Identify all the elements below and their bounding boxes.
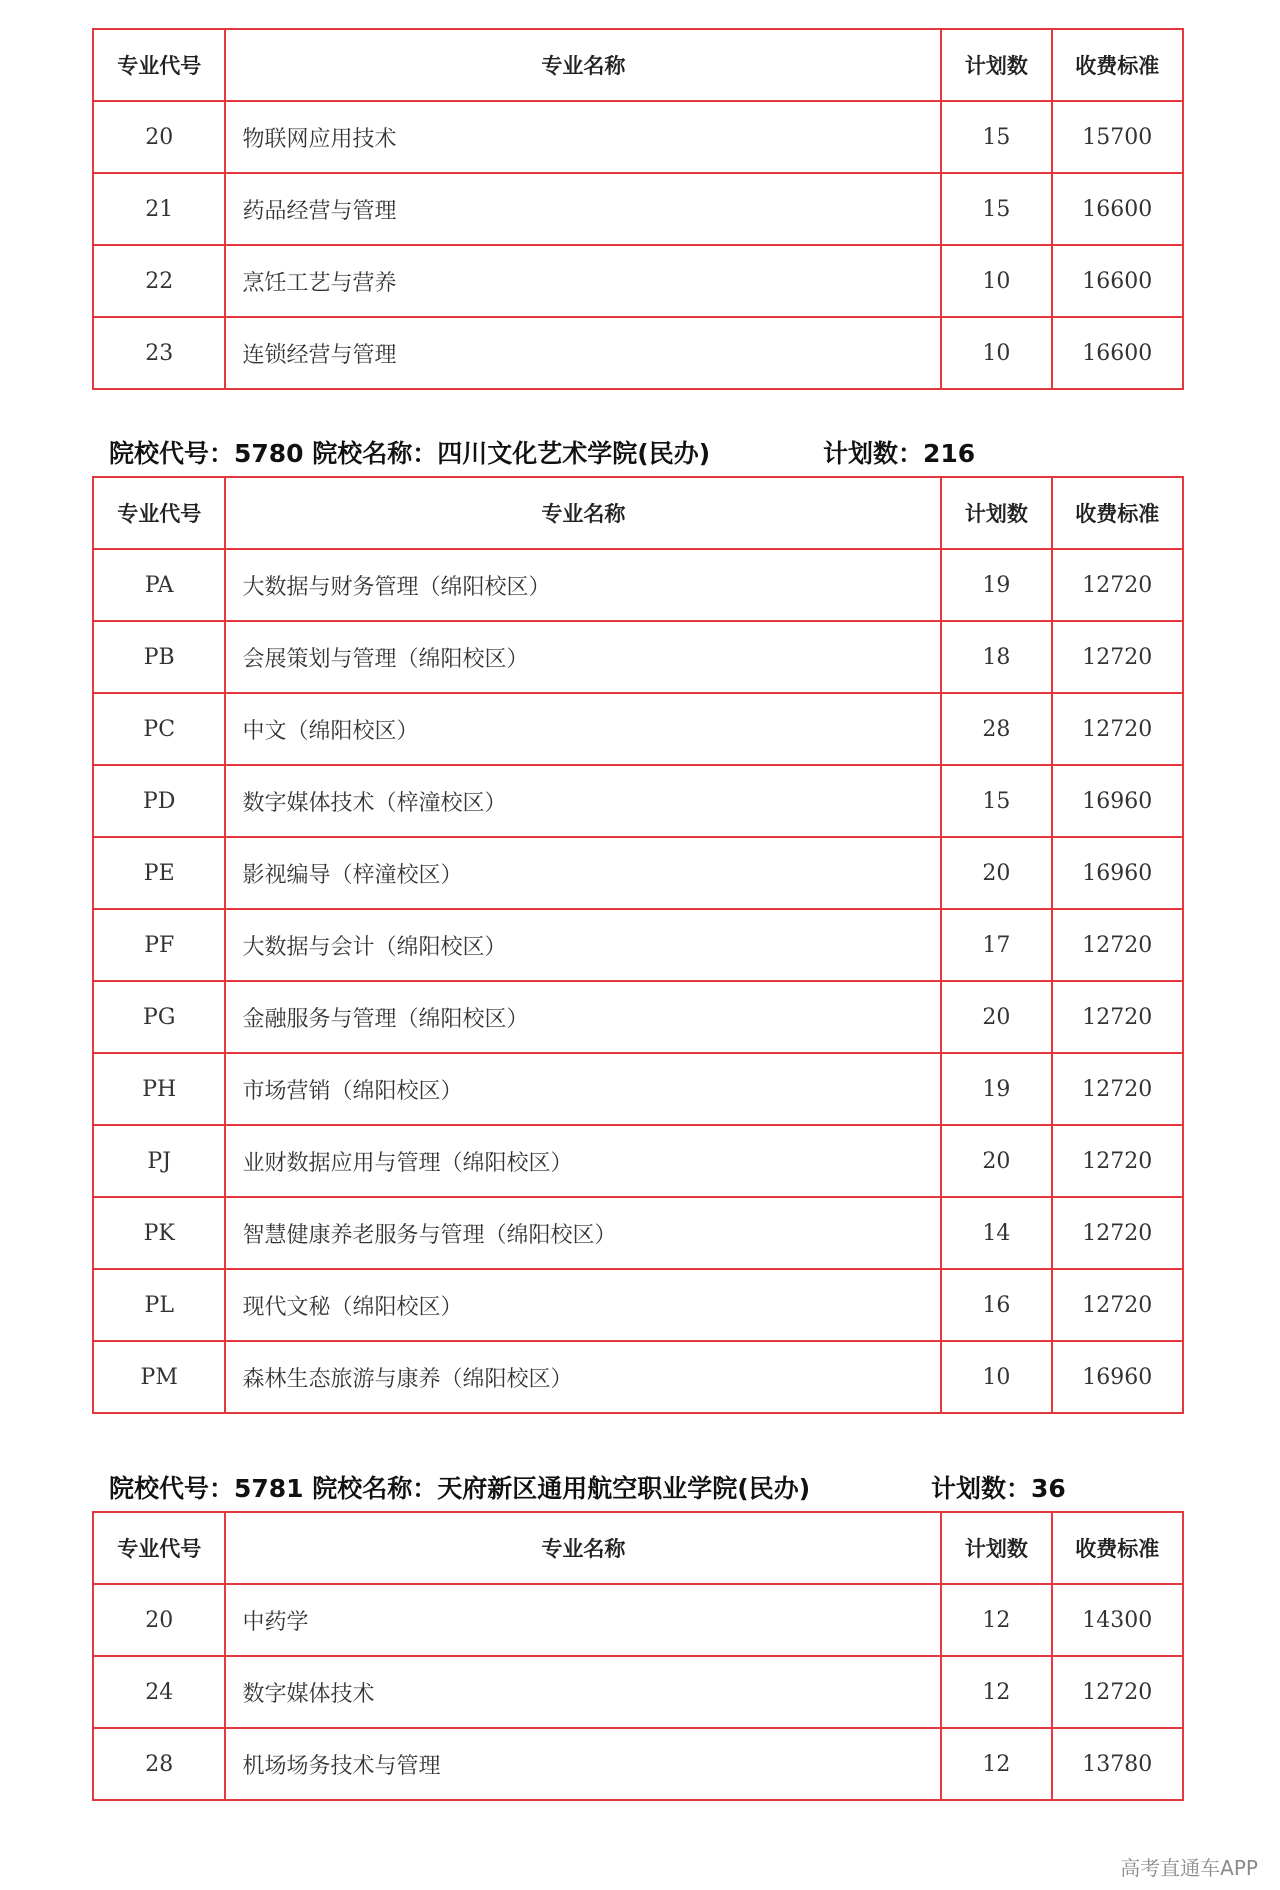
fee-cell: 12720 <box>1052 1269 1183 1341</box>
plan-count-cell: 12 <box>941 1656 1051 1728</box>
header-code: 专业代号 <box>93 1512 225 1584</box>
fee-cell: 16960 <box>1052 1341 1183 1413</box>
fee-cell: 12720 <box>1052 693 1183 765</box>
header-code: 专业代号 <box>93 29 225 101</box>
table-row <box>93 693 1183 765</box>
major-name-cell: 药品经营与管理 <box>225 173 941 245</box>
header-name: 专业名称 <box>225 477 941 549</box>
plan-count-cell: 19 <box>941 1053 1051 1125</box>
table-row <box>93 1656 1183 1728</box>
major-name-cell: 市场营销（绵阳校区） <box>225 1053 941 1125</box>
table-row <box>93 1125 1183 1197</box>
fee-cell: 13780 <box>1052 1728 1183 1800</box>
plan-count-cell: 20 <box>941 1125 1051 1197</box>
major-code-cell: 22 <box>93 245 225 317</box>
major-code-cell: 23 <box>93 317 225 389</box>
fee-cell: 12720 <box>1052 1197 1183 1269</box>
major-name-cell: 大数据与会计（绵阳校区） <box>225 909 941 981</box>
table-row <box>93 1341 1183 1413</box>
major-name-cell: 数字媒体技术 <box>225 1656 941 1728</box>
table-header-row <box>93 477 1183 549</box>
plan-count-cell: 28 <box>941 693 1051 765</box>
fee-cell: 14300 <box>1052 1584 1183 1656</box>
plan-count-cell: 16 <box>941 1269 1051 1341</box>
major-name-cell: 中药学 <box>225 1584 941 1656</box>
major-table-5781 <box>92 1511 1184 1801</box>
table-row <box>93 1584 1183 1656</box>
school-5781-plan-total: 计划数：36 <box>931 1474 1066 1503</box>
fee-cell: 16960 <box>1052 765 1183 837</box>
major-code-cell: PL <box>93 1269 225 1341</box>
plan-count-cell: 12 <box>941 1728 1051 1800</box>
major-code-cell: PM <box>93 1341 225 1413</box>
major-name-cell: 数字媒体技术（梓潼校区） <box>225 765 941 837</box>
plan-count-cell: 20 <box>941 981 1051 1053</box>
plan-count-cell: 19 <box>941 549 1051 621</box>
major-code-cell: 28 <box>93 1728 225 1800</box>
fee-cell: 15700 <box>1052 101 1183 173</box>
header-fee: 收费标准 <box>1052 29 1183 101</box>
plan-count-cell: 10 <box>941 1341 1051 1413</box>
major-code-cell: PD <box>93 765 225 837</box>
table-row <box>93 1728 1183 1800</box>
table-header-row <box>93 29 1183 101</box>
fee-cell: 12720 <box>1052 1125 1183 1197</box>
major-name-cell: 智慧健康养老服务与管理（绵阳校区） <box>225 1197 941 1269</box>
table-row <box>93 621 1183 693</box>
plan-count-cell: 15 <box>941 765 1051 837</box>
plan-count-cell: 14 <box>941 1197 1051 1269</box>
major-table-5780 <box>92 476 1184 1414</box>
major-code-cell: PB <box>93 621 225 693</box>
table-row <box>93 1197 1183 1269</box>
fee-cell: 12720 <box>1052 909 1183 981</box>
fee-cell: 16960 <box>1052 837 1183 909</box>
major-code-cell: 20 <box>93 101 225 173</box>
major-name-cell: 中文（绵阳校区） <box>225 693 941 765</box>
major-name-cell: 大数据与财务管理（绵阳校区） <box>225 549 941 621</box>
plan-count-cell: 10 <box>941 317 1051 389</box>
major-name-cell: 业财数据应用与管理（绵阳校区） <box>225 1125 941 1197</box>
school-5781-heading <box>109 1469 1066 1509</box>
major-code-cell: PG <box>93 981 225 1053</box>
fee-cell: 12720 <box>1052 981 1183 1053</box>
major-name-cell: 现代文秘（绵阳校区） <box>225 1269 941 1341</box>
major-code-cell: PA <box>93 549 225 621</box>
table-row <box>93 101 1183 173</box>
major-code-cell: PC <box>93 693 225 765</box>
table-row <box>93 245 1183 317</box>
table-row <box>93 765 1183 837</box>
major-name-cell: 机场场务技术与管理 <box>225 1728 941 1800</box>
header-code: 专业代号 <box>93 477 225 549</box>
table-row <box>93 981 1183 1053</box>
table-header-row <box>93 1512 1183 1584</box>
major-code-cell: PK <box>93 1197 225 1269</box>
header-fee: 收费标准 <box>1052 477 1183 549</box>
school-5780-title: 院校代号：5780 院校名称：四川文化艺术学院(民办) <box>109 439 711 468</box>
major-code-cell: 24 <box>93 1656 225 1728</box>
header-fee: 收费标准 <box>1052 1512 1183 1584</box>
major-code-cell: PE <box>93 837 225 909</box>
plan-count-cell: 17 <box>941 909 1051 981</box>
header-plan: 计划数 <box>941 1512 1051 1584</box>
table-row <box>93 1269 1183 1341</box>
major-name-cell: 会展策划与管理（绵阳校区） <box>225 621 941 693</box>
fee-cell: 16600 <box>1052 173 1183 245</box>
fee-cell: 12720 <box>1052 621 1183 693</box>
fee-cell: 12720 <box>1052 1656 1183 1728</box>
major-table-continued <box>92 28 1184 390</box>
major-name-cell: 金融服务与管理（绵阳校区） <box>225 981 941 1053</box>
plan-count-cell: 20 <box>941 837 1051 909</box>
header-name: 专业名称 <box>225 1512 941 1584</box>
plan-count-cell: 15 <box>941 173 1051 245</box>
plan-count-cell: 10 <box>941 245 1051 317</box>
major-name-cell: 物联网应用技术 <box>225 101 941 173</box>
major-name-cell: 影视编导（梓潼校区） <box>225 837 941 909</box>
school-5780-heading <box>109 434 976 474</box>
major-code-cell: PF <box>93 909 225 981</box>
fee-cell: 16600 <box>1052 317 1183 389</box>
header-plan: 计划数 <box>941 29 1051 101</box>
table-row <box>93 173 1183 245</box>
header-plan: 计划数 <box>941 477 1051 549</box>
school-5780-plan-total: 计划数：216 <box>823 439 976 468</box>
header-name: 专业名称 <box>225 29 941 101</box>
major-name-cell: 森林生态旅游与康养（绵阳校区） <box>225 1341 941 1413</box>
major-code-cell: PJ <box>93 1125 225 1197</box>
fee-cell: 12720 <box>1052 1053 1183 1125</box>
table-row <box>93 837 1183 909</box>
major-code-cell: 21 <box>93 173 225 245</box>
fee-cell: 16600 <box>1052 245 1183 317</box>
major-name-cell: 烹饪工艺与营养 <box>225 245 941 317</box>
table-row <box>93 549 1183 621</box>
fee-cell: 12720 <box>1052 549 1183 621</box>
major-code-cell: PH <box>93 1053 225 1125</box>
watermark-text: 高考直通车APP <box>1120 1856 1258 1880</box>
table-row <box>93 909 1183 981</box>
major-code-cell: 20 <box>93 1584 225 1656</box>
plan-count-cell: 18 <box>941 621 1051 693</box>
table-row <box>93 1053 1183 1125</box>
plan-count-cell: 12 <box>941 1584 1051 1656</box>
table-row <box>93 317 1183 389</box>
plan-count-cell: 15 <box>941 101 1051 173</box>
school-5781-title: 院校代号：5781 院校名称：天府新区通用航空职业学院(民办) <box>109 1474 811 1503</box>
major-name-cell: 连锁经营与管理 <box>225 317 941 389</box>
